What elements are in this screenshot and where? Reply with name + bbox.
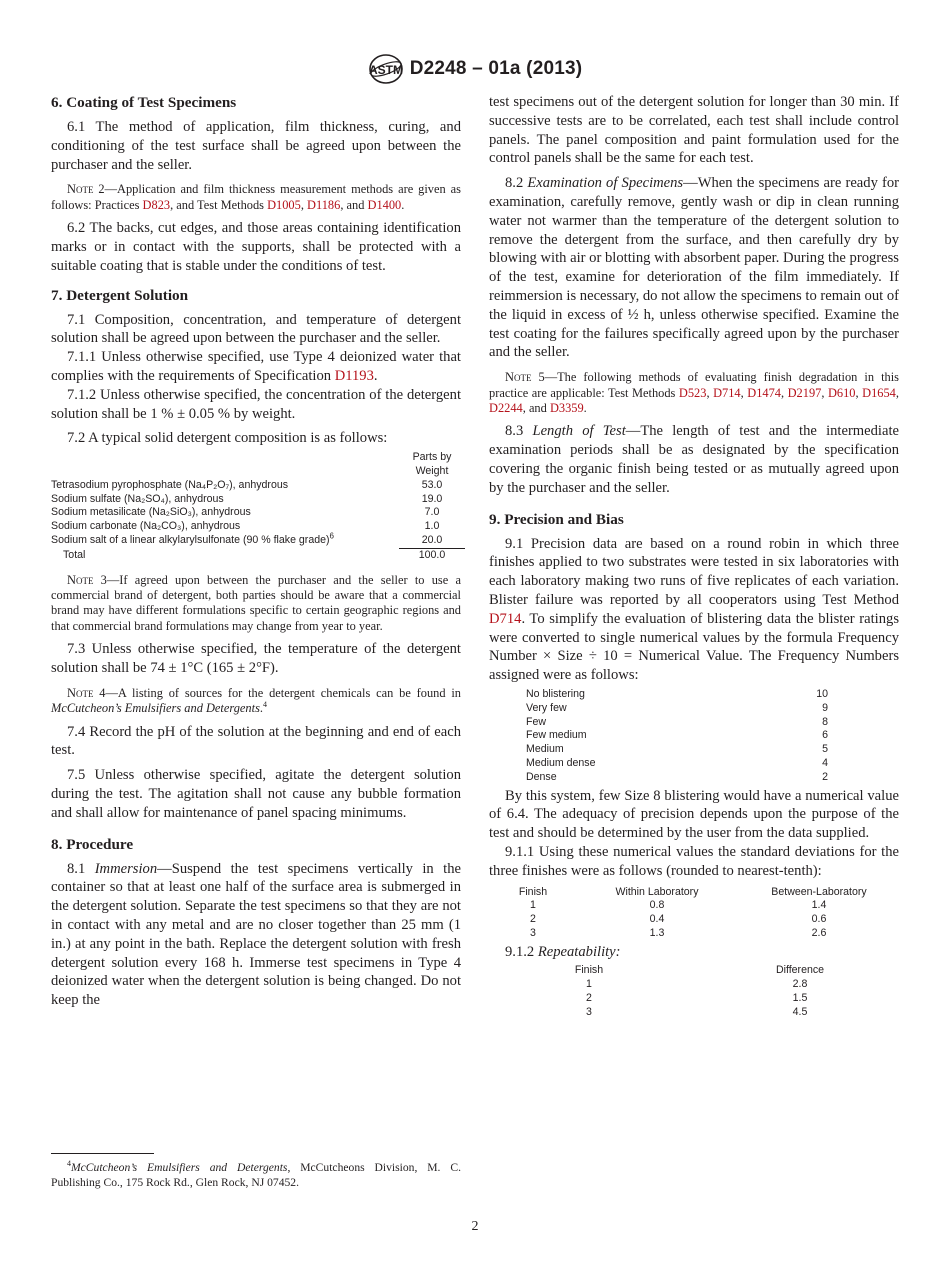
ref-link-d714[interactable]: D714 [713,385,741,400]
table-row: 3 4.5 [586,1005,808,1018]
table-total-row: Total 100.0 [63,548,446,561]
svg-text:ASTM: ASTM [368,63,403,77]
para-9-1-2: 9.1.2 Repeatability: [505,943,621,960]
table-row: Sodium carbonate (Na₂CO₃), anhydrous 1.0 [51,520,440,533]
para-7-1: 7.1 Composition, concentration, and temperature of detergent solution shall be agreed upon between the purchaser and the seller. [51,311,461,347]
table-row: Few 8 [526,715,828,728]
ref-link-d1474[interactable]: D1474 [747,385,781,400]
para-7-4: 7.4 Record the pH of the solution at the beginning and end of each test. [51,723,461,759]
para-8-1-continued: test specimens out of the detergent solution for longer than 30 min. If successive tests are to be correlated, each test shall include control panels. The panel composition and paint formulation used for the control panels shall be the same for each test. [489,94,899,167]
table-row: Sodium sulfate (Na₂SO₄), anhydrous 19.0 [51,492,443,505]
ref-link-d714[interactable]: D714 [489,610,522,627]
table-row: Few medium 6 [526,729,828,742]
table-header-row: Finish Difference [574,964,825,977]
note-2: Note 2—Application and film thickness measurement methods are given as follows: Practices D823, and Test Methods D1005, D1186, and D1400. [51,182,461,212]
ref-link-d1654[interactable]: D1654 [862,385,896,400]
ref-link-d1400[interactable]: D1400 [367,197,402,212]
ref-link-d1005[interactable]: D1005 [267,197,301,212]
table-row: Tetrasodium pyrophosphate (Na₄P₂O₇), anhydrous 53.0 [51,478,443,491]
para-6-1: 6.1 The method of application, film thickness, curing, and conditioning of the test surface shall be agreed upon between the purchaser and the seller. [51,119,461,173]
para-7-1-2: 7.1.2 Unless otherwise specified, the concentration of the detergent solution shall be 1 % ± 0.05 % by weight. [51,386,461,422]
para-9-1-1: 9.1.1 Using these numerical values the standard deviations for the three finishes were as follows (rounded to nearest-tenth): [489,843,899,879]
ref-link-d1193[interactable]: D1193 [334,367,374,384]
frequency-number-table [526,688,828,785]
ref-link-d2244[interactable]: D2244 [489,400,523,415]
section-6-heading: 6. Coating of Test Specimens [51,94,237,111]
stddev-table [509,886,881,941]
table-row: Very few 9 [526,701,828,714]
footnote-divider [51,1153,154,1154]
ref-link-d2197[interactable]: D2197 [787,385,822,400]
standard-designation: D2248 – 01a (2013) [409,58,583,79]
note-4: Note 4—A listing of sources for the detergent chemicals can be found in McCutcheon’s Emulsifiers and Detergents.$^4$ [51,685,461,716]
ref-link-d610[interactable]: D610 [827,385,856,400]
para-7-3: 7.3 Unless otherwise specified, the temperature of the detergent solution shall be 74 ± 1°C (165 ± 2°F). [51,641,461,676]
para-8-3: 8.3 Length of Test—The length of test and the intermediate examination periods shall be as designated by the specification covering the organic finish being tested or as mutually agreed upon by the purchaser and the seller. [489,423,899,496]
page-header [0,52,950,86]
para-8-1: 8.1 Immersion—Suspend the test specimens vertically in the container so that at least one half of the surface area is submerged in the detergent solution. Separate the test specimens so that they are not in contact with any metal and are no closer together than 25 mm (1 in.) at any point in the bath. Replace the detergent solution with fresh detergent solution every 168 h. Immerse test specimens in Type 4 deionized water when the detergent solution is being changed. Do not keep the [51,860,461,1009]
table-row: 1 0.8 1.4 [530,899,827,912]
para-system: By this system, few Size 8 blistering would have a numerical value of 6.4. The adequacy of precision depends upon the purpose of the test and should be determined by the user from the data supplied. [489,787,899,842]
ref-link-d3359[interactable]: D3359 [549,400,584,415]
para-6-2: 6.2 The backs, cut edges, and those areas containing identification marks or in contact with the supports, shall be protected with a suitable coating that is stable under the conditions of test. [51,220,461,274]
footnote-area [51,1153,461,1190]
ref-link-d523[interactable]: D523 [678,385,707,400]
table-header-row: Finish Within Laboratory Between-Laboratory [518,885,867,898]
ref-link-d823[interactable]: D823 [142,197,171,212]
note-label: Note 2 [67,182,105,197]
right-column [489,93,899,1020]
para-9-1: 9.1 Precision data are based on a round robin in which three finishes applied to two substrates were tested in six laboratories with each laboratory making two runs of five replicates of each variation. Blister failure was reported by all cooperators using Test Method D714. To simplify the evaluation of blistering data the blister ratings were converted to single numerical values by the formula Frequency Number × Size ÷ 10 = Numerical Value. The Frequency Numbers assigned were as follows: [489,535,899,684]
section-7-heading: 7. Detergent Solution [51,286,189,304]
table-row: 3 1.3 2.6 [530,926,827,939]
table-row: No blistering 10 [526,687,828,700]
ref-link-d1186[interactable]: D1186 [307,197,341,212]
para-8-2: 8.2 Examination of Specimens—When the specimens are ready for examination, carefully remove, gently wash or dip in clean running water not warmer than the temperature of the detergent solution to remove the detergent from the surface, and then carefully dry by blowing with air or blotting with absorbent paper. During the progress of the test, examine for deterioration of the film immediately. If reimmersion is necessary, do not allow the specimens to remain out of the liquid in excess of ½ h, unless otherwise specified. Examine the test coating for the failures specifically agreed upon by the purchaser and the seller. [489,175,900,361]
repeatability-table [565,964,835,1019]
para-7-5: 7.5 Unless otherwise specified, agitate the detergent solution during the test. The agitation shall not cause any bubble formation and shall allow for maintenance of panel spacing minimums. [51,767,461,821]
table-row: 2 0.4 0.6 [530,913,827,926]
composition-table [51,451,465,562]
table-row: Dense 2 [526,770,828,783]
note-5: Note 5—The following methods of evaluating finish degradation in this practice are applicable: Test Methods D523, D714, D1474, D2197, D610, D1654, D2244, and D3359. [489,370,899,415]
section-8-heading: 8. Procedure [51,835,134,853]
note-3: Note 3—If agreed upon between the purchaser and the seller to use a commercial brand of detergent, both parties should be aware that a commercial brand may have different formulations specific to certain geographic regions and that commercial brand formulations may change from year to year. [51,572,461,633]
section-9-heading: 9. Precision and Bias [489,510,624,528]
astm-logo-icon [368,53,404,85]
table-row: Sodium salt of a linear alkylarylsulfonate (90 % flake grade)$^6$ 20.0 [51,534,465,548]
table-row: 2 1.5 [586,992,808,1005]
column-header: Parts by Weight [412,451,452,477]
table-row: 1 2.8 [586,978,808,991]
page-number: 2 [471,1219,479,1234]
table-row: Medium dense 4 [526,756,828,769]
para-7-2: 7.2 A typical solid detergent composition is as follows: [67,430,388,447]
para-7-1-1: 7.1.1 Unless otherwise specified, use Type 4 deionized water that complies with the requirements of Specification D1193. [51,349,461,384]
table-header-row [51,451,465,479]
table-row: Sodium metasilicate (Na₂SiO₃), anhydrous 7.0 [51,506,440,519]
table-row: Medium 5 [526,743,828,756]
footnote-4: $^4$McCutcheon’s Emulsifiers and Detergents, McCutcheons Division, M. C. Publishing Co., 175 Rock Rd., Glen Rock, NJ 07452. [51,1159,461,1189]
left-column [51,93,461,1010]
